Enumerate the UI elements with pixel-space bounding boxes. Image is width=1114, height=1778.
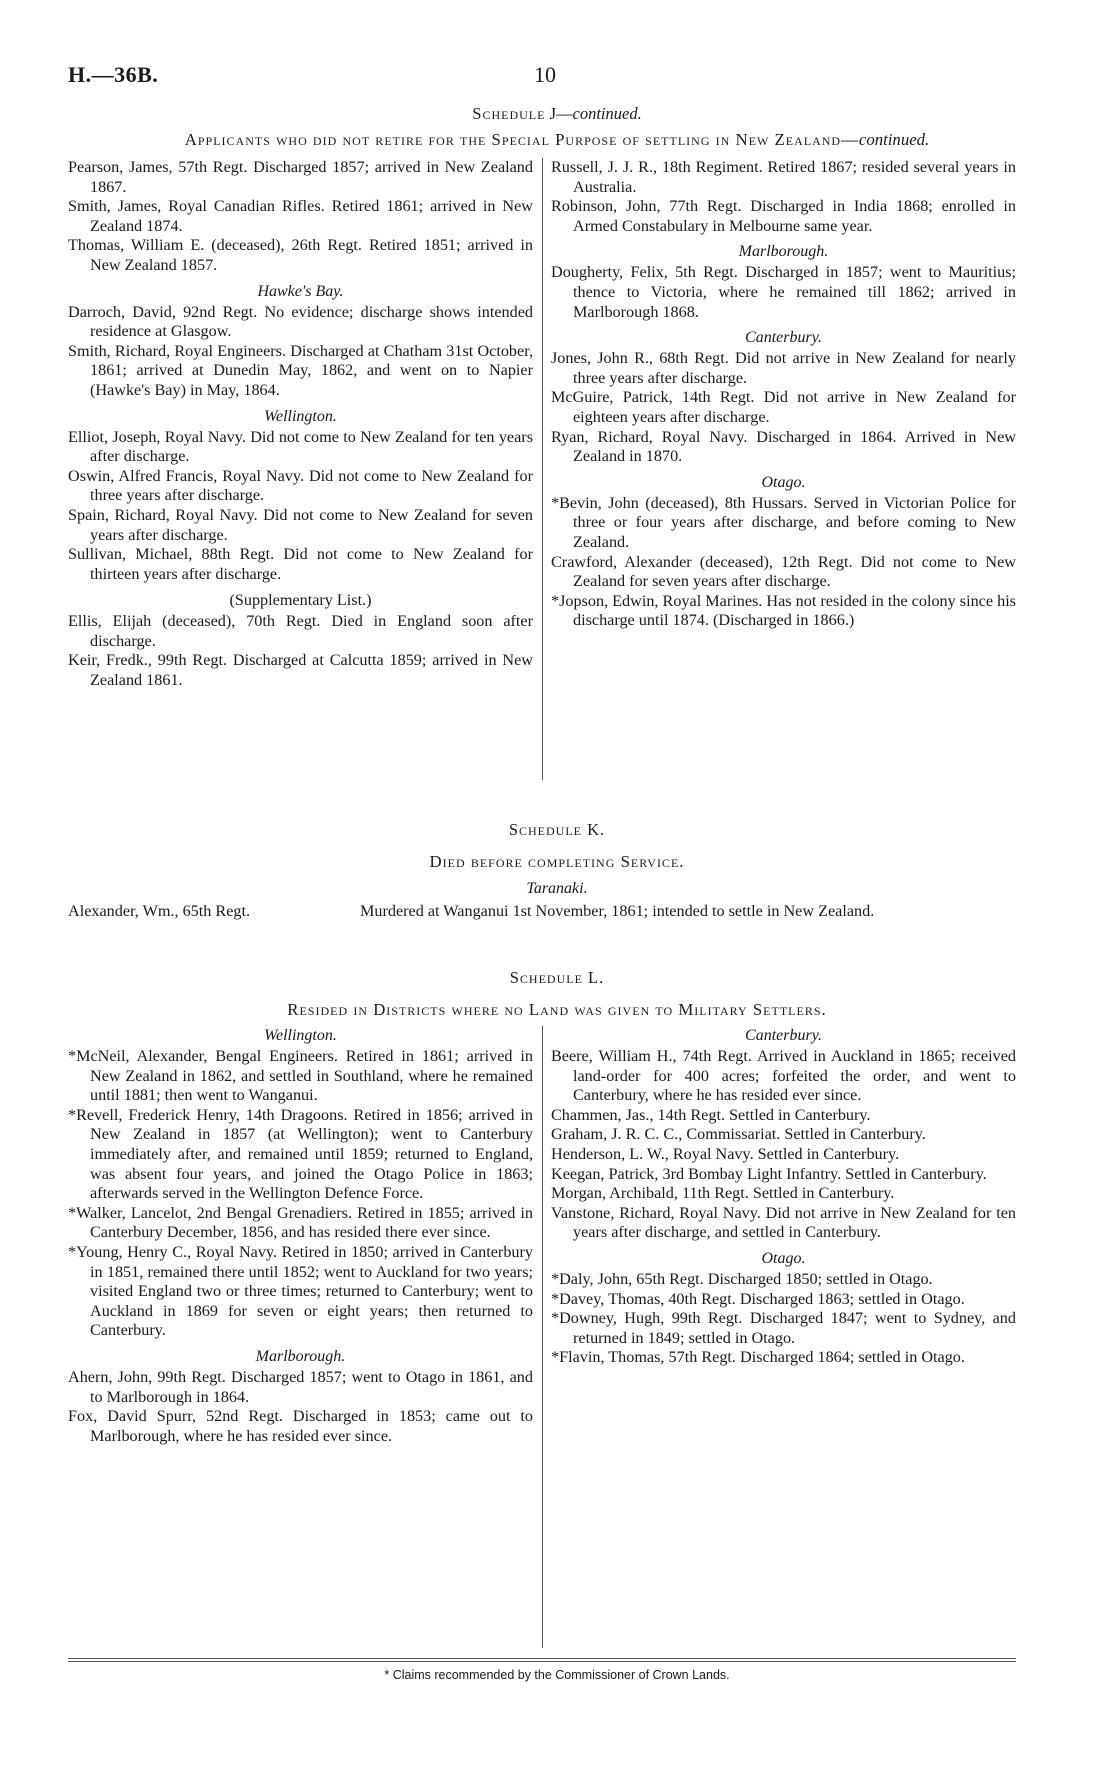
list-item: *McNeil, Alexander, Bengal Engineers. Retired in 1861; arrived in New Zealand in 1862, and settled in Southland, where he remained until 1881; then went to Wanganui.: [68, 1047, 533, 1105]
schedule-l-right-column: [551, 1026, 1016, 1368]
footnote-rule: [68, 1661, 1016, 1662]
schedule-j-right-column: [551, 158, 1016, 631]
schedule-j-left-column: [68, 158, 533, 691]
region-heading-marlborough: Marlborough.: [738, 243, 829, 261]
list-item: Thomas, William E. (deceased), 26th Regt. Retired 1851; arrived in New Zealand 1857.: [68, 236, 533, 274]
region-heading-canterbury: Canterbury.: [745, 329, 822, 347]
list-item: Smith, Richard, Royal Engineers. Discharged at Chatham 31st October, 1861; arrived at Dunedin May, 1862, and went on to Napier (Hawke's Bay) in May, 1864.: [68, 341, 533, 399]
list-item: Graham, J. R. C. C., Commissariat. Settled in Canterbury.: [551, 1125, 926, 1144]
list-item: Dougherty, Felix, 5th Regt. Discharged in 1857; went to Mauritius; thence to Victoria, where he remained till 1862; arrived in Marlborough 1868.: [551, 263, 1016, 321]
list-item: Ryan, Richard, Royal Navy. Discharged in 1864. Arrived in New Zealand in 1870.: [551, 427, 1016, 466]
column-divider: [542, 1026, 543, 1648]
schedule-k-entry-name: Alexander, Wm., 65th Regt.: [68, 902, 251, 920]
list-item: Fox, David Spurr, 52nd Regt. Discharged in 1853; came out to Marlborough, where he has resided ever since.: [68, 1407, 533, 1445]
schedule-k-subtitle: Died before completing Service.: [429, 852, 685, 871]
list-item: Keegan, Patrick, 3rd Bombay Light Infantry. Settled in Canterbury.: [551, 1164, 987, 1183]
document-reference: H.—36B.: [68, 62, 159, 87]
region-heading-canterbury: Canterbury.: [745, 1027, 822, 1044]
schedule-j-subtitle: Applicants who did not retire for the Special Purpose of settling in New Zealand—continued.: [184, 130, 930, 149]
list-item: Chammen, Jas., 14th Regt. Settled in Canterbury.: [551, 1105, 871, 1124]
footnote: * Claims recommended by the Commissioner of Crown Lands.: [384, 1668, 730, 1682]
footnote-rule: [68, 1658, 1016, 1659]
list-item: Beere, William H., 74th Regt. Arrived in Auckland in 1865; received land-order for 400 acres; forfeited the order, and went to Canterbury, where he has resided ever since.: [551, 1047, 1016, 1105]
schedule-l-subtitle: Resided in Districts where no Land was given to Military Settlers.: [287, 1000, 827, 1019]
page-number: 10: [534, 62, 556, 87]
list-item: *Davey, Thomas, 40th Regt. Discharged 1863; settled in Otago.: [551, 1289, 965, 1308]
list-item: Pearson, James, 57th Regt. Discharged 1857; arrived in New Zealand 1867.: [68, 158, 533, 196]
list-item: Smith, James, Royal Canadian Rifles. Retired 1861; arrived in New Zealand 1874.: [68, 197, 533, 235]
region-heading-otago: Otago.: [761, 473, 806, 491]
list-item: Oswin, Alfred Francis, Royal Navy. Did not come to New Zealand for three years after discharge.: [68, 466, 533, 505]
list-item: *Downey, Hugh, 99th Regt. Discharged 1847; went to Sydney, and returned in 1849; settled in Otago.: [551, 1309, 1016, 1347]
list-item: *Walker, Lancelot, 2nd Bengal Grenadiers. Retired in 1855; arrived in Canterbury December, 1856, and has resided there ever since.: [68, 1203, 533, 1242]
schedule-k-entry-text: Murdered at Wanganui 1st November, 1861; intended to settle in New Zealand.: [360, 902, 875, 920]
region-heading-hawkes-bay: Hawke's Bay.: [257, 282, 344, 300]
list-item: *Revell, Frederick Henry, 14th Dragoons. Retired in 1856; arrived in New Zealand in 1857 (at Wellington); went to Canterbury immediately after, and remained until 1859; returned to England, was absent four years, and joined the Otago Police in 1863; afterwards served in the Wellington Defence Force.: [68, 1105, 533, 1203]
list-item: *Jopson, Edwin, Royal Marines. Has not resided in the colony since his discharge until 1874. (Discharged in 1866.): [551, 591, 1016, 630]
list-item: McGuire, Patrick, 14th Regt. Did not arrive in New Zealand for eighteen years after discharge.: [551, 388, 1016, 426]
list-item: *Daly, John, 65th Regt. Discharged 1850; settled in Otago.: [551, 1269, 933, 1288]
list-item: Jones, John R., 68th Regt. Did not arrive in New Zealand for nearly three years after discharge.: [551, 349, 1016, 387]
list-item: Keir, Fredk., 99th Regt. Discharged at Calcutta 1859; arrived in New Zealand 1861.: [68, 651, 533, 690]
list-item: Sullivan, Michael, 88th Regt. Did not come to New Zealand for thirteen years after discharge.: [68, 545, 533, 583]
list-item: *Flavin, Thomas, 57th Regt. Discharged 1864; settled in Otago.: [551, 1348, 965, 1367]
list-item: *Bevin, John (deceased), 8th Hussars. Served in Victorian Police for three or four years after discharge, and before coming to New Zealand.: [551, 493, 1016, 551]
region-heading-otago: Otago.: [761, 1249, 806, 1267]
list-item: Robinson, John, 77th Regt. Discharged in India 1868; enrolled in Armed Constabulary in Melbourne same year.: [551, 197, 1016, 235]
list-item: Henderson, L. W., Royal Navy. Settled in Canterbury.: [551, 1144, 900, 1163]
schedule-k-title: Schedule K.: [508, 820, 606, 839]
schedule-l-title: Schedule L.: [509, 968, 605, 987]
region-heading-wellington: Wellington.: [264, 1027, 337, 1044]
region-heading-wellington: Wellington.: [264, 407, 337, 425]
list-item: Elliot, Joseph, Royal Navy. Did not come to New Zealand for ten years after discharge.: [68, 427, 533, 466]
schedule-l-columns: [68, 1026, 1016, 1656]
schedule-j-title: Schedule J—continued.: [472, 104, 642, 123]
schedule-l-left-column: [68, 1026, 533, 1446]
list-item: Darroch, David, 92nd Regt. No evidence; discharge shows intended residence at Glasgow.: [68, 302, 533, 341]
schedule-j-columns: [68, 158, 1016, 798]
list-item: Ellis, Elijah (deceased), 70th Regt. Died in England soon after discharge.: [68, 612, 533, 650]
list-item: Morgan, Archibald, 11th Regt. Settled in Canterbury.: [551, 1184, 895, 1203]
list-item: Russell, J. J. R., 18th Regiment. Retired 1867; resided several years in Australia.: [551, 158, 1016, 196]
running-header: [68, 62, 1028, 92]
list-item: Ahern, John, 99th Regt. Discharged 1857; went to Otago in 1861, and to Marlborough in 1864.: [68, 1367, 533, 1406]
column-divider: [542, 158, 543, 780]
list-item: Vanstone, Richard, Royal Navy. Did not arrive in New Zealand for ten years after discharge, and settled in Canterbury.: [551, 1203, 1016, 1242]
list-item: Crawford, Alexander (deceased), 12th Regt. Did not come to New Zealand for seven years after discharge.: [551, 552, 1016, 591]
region-heading-taranaki: Taranaki.: [526, 880, 588, 897]
region-heading-marlborough: Marlborough.: [255, 1347, 346, 1365]
supplementary-list-heading: (Supplementary List.): [229, 591, 372, 610]
list-item: *Young, Henry C., Royal Navy. Retired in 1850; arrived in Canterbury in 1851, remained there until 1852; went to Auckland for two years; visited England two or three times; returned to Canterbury; went to Auckland in 1869 for seven or eight years; then returned to Canterbury.: [68, 1242, 533, 1340]
list-item: Spain, Richard, Royal Navy. Did not come to New Zealand for seven years after discharge.: [68, 505, 533, 544]
